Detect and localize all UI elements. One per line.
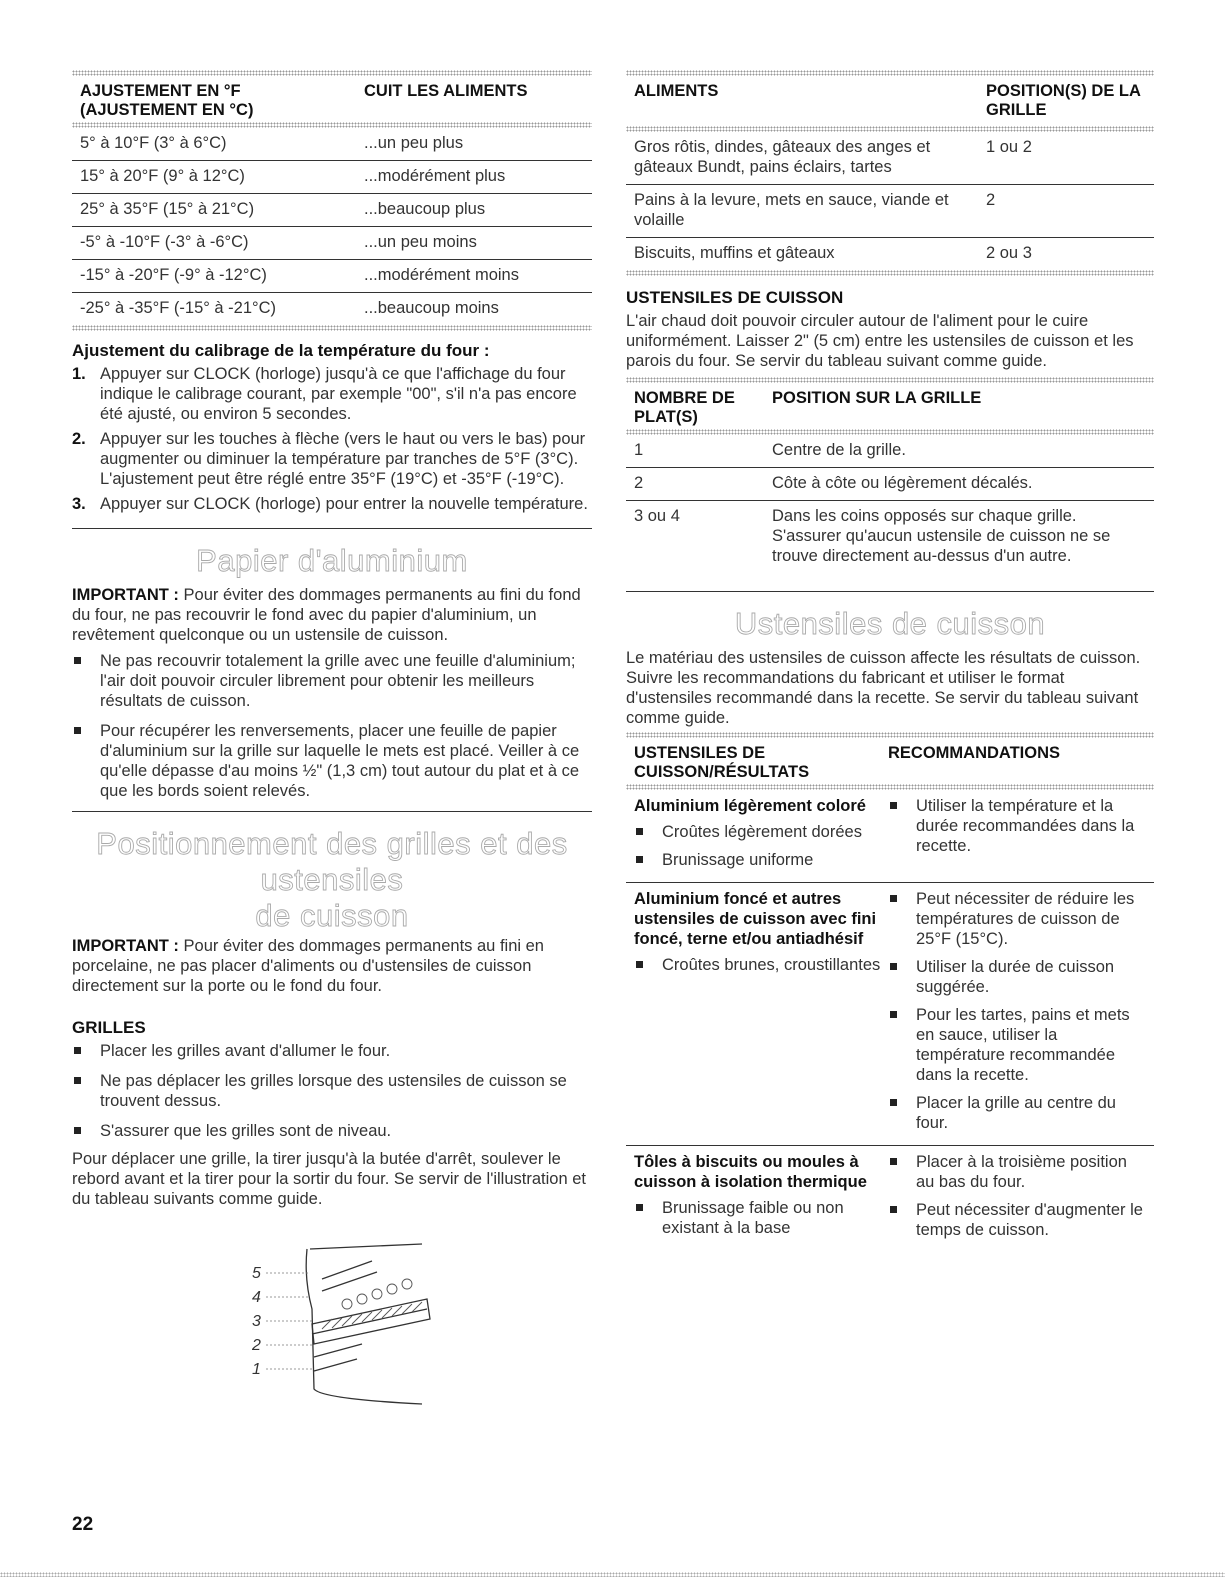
calibration-title: Ajustement du calibrage de la température du four : [72,341,490,360]
section-divider [626,591,1154,592]
positioning-section-title [72,826,592,934]
step-text: Appuyer sur CLOCK (horloge) pour entrer la nouvelle température. [100,495,588,513]
cookware-cell [634,1152,888,1248]
table-row [626,883,1154,1146]
bullet-text: Ne pas recouvrir totalement la grille avec une feuille d'aluminium; l'air doit pouvoir circuler librement pour obtenir les meilleurs résultats de cuisson. [100,652,576,710]
dotted-rule [72,325,592,331]
calibration-steps [72,364,592,514]
table-row [626,185,1154,238]
oven-top-line [310,1244,422,1249]
step-text: Appuyer sur les touches à flèche (vers le haut ou vers le bas) pour augmenter ou diminuer la température par tranches de 5°F (3°C). L'ajustement peut être réglé entre 35°F (19°C) et -35°F (-19°C). [100,430,586,488]
table-row [72,227,592,260]
section-divider [72,528,592,529]
cell: ...modérément moins [364,266,519,284]
list-item [72,364,592,424]
cell: 2 [986,191,996,209]
header-rack-position: POSITION(S) DE LA GRILLE [986,82,1141,119]
bullet-text: Utiliser la température et la durée recommandées dans la recette. [916,797,1135,855]
oven-rack-drawing [252,1239,482,1414]
cookware-type: Aluminium foncé et autres ustensiles de cuisson avec fini foncé, terne et/ou antiadhésif [634,890,877,948]
rack-label: 4 [252,1289,261,1306]
cookware-cell [634,889,888,1141]
list-item [72,651,592,711]
foil-bullets [72,651,592,801]
list-item [72,721,592,801]
list-item [72,494,592,514]
results-list [634,955,888,975]
recommendations-cell [888,796,1146,878]
cookware-type: Tôles à biscuits ou moules à cuisson à isolation thermique [634,1153,867,1191]
rack-coil [402,1279,412,1289]
list-item [634,955,888,975]
important-label: IMPORTANT : [72,586,179,604]
cell: 3 ou 4 [634,507,680,525]
cell: -5° à -10°F (-3° à -6°C) [80,233,249,251]
cell: -25° à -35°F (-15° à -21°C) [80,299,277,317]
grilles-bullets [72,1041,592,1141]
important-text: Pour éviter des dommages permanents au fini du fond du four, ne pas recouvrir le fond avec du papier d'aluminium, un revêtement quelconque ou un ustensile de cuisson. [72,586,581,644]
rack-coil [372,1289,382,1299]
bullet-icon [634,955,662,975]
bullet-text: Croûtes brunes, croustillantes [662,956,881,974]
cookware-cell [634,796,888,878]
list-item [888,796,1146,856]
header-cooks: CUIT LES ALIMENTS [364,82,528,100]
table-row [626,435,1154,468]
bullet-text: Placer à la troisième position au bas du four. [916,1153,1127,1191]
title-line: de cuisson [255,898,409,933]
list-item [72,1041,592,1061]
rack-coil [357,1294,367,1304]
cell: ...un peu moins [364,233,477,251]
rack-label: 2 [252,1337,261,1354]
step-number: 3. [72,495,86,513]
table-row [72,194,592,227]
list-item [888,889,1146,949]
cell: 15° à 20°F (9° à 12°C) [80,167,245,185]
rack-rail [322,1261,377,1291]
recommendations-cell [888,1152,1146,1248]
foil-important [72,585,592,645]
section-divider [72,811,592,812]
bullet-icon [888,1093,916,1133]
step-number: 2. [72,430,86,448]
bullet-text: Placer les grilles avant d'allumer le four. [100,1042,391,1060]
pan-count-table [626,435,1154,573]
cell: -15° à -20°F (-9° à -12°C) [80,266,267,284]
list-item [72,1121,592,1141]
header-adjust: AJUSTEMENT EN °F (AJUSTEMENT EN °C) [80,82,254,119]
table-row [626,790,1154,883]
bullet-icon [888,957,916,997]
bullet-text: Peut nécessiter d'augmenter le temps de cuisson. [916,1201,1143,1239]
bullet-text: Peut nécessiter de réduire les températures de cuisson de 25°F (15°C). [916,890,1135,948]
ustensiles-text: L'air chaud doit pouvoir circuler autour de l'aliment pour le cuire uniformément. Laisser 2" (5 cm) entre les ustensiles de cuisson et les parois du four. Se servir du tableau suivant comme guide. [626,312,1134,370]
right-column [626,70,1154,1252]
dotted-rule [0,1572,1225,1577]
bullet-icon [72,1041,100,1061]
bullet-text: Pour récupérer les renversements, placer une feuille de papier d'aluminium sur la grille sur laquelle le mets est placé. Veiller à ce qu'elle dépasse d'au moins ½" (1,3 cm) tout autour du plat et à ce que les bords soient relevés. [100,722,580,800]
step-text: Appuyer sur CLOCK (horloge) jusqu'à ce que l'affichage du four indique le calibrage courant, par exemple "00", s'il n'a pas encore été ajusté, ou environ 5 secondes. [100,365,577,423]
grilles-title: GRILLES [72,1018,146,1037]
title-line: Positionnement des grilles et des ustensiles [96,826,568,897]
list-item [888,1152,1146,1192]
positioning-important [72,936,592,996]
cell: 1 [634,441,644,459]
results-list [634,822,888,870]
list-item [888,1200,1146,1240]
temp-adjust-table [72,128,592,325]
bullet-icon [72,651,100,711]
table-row [72,260,592,293]
table-row [72,128,592,161]
bullet-text: Brunissage faible ou non existant à la base [662,1199,844,1237]
cell: Dans les coins opposés sur chaque grille. S'assurer qu'aucun ustensile de cuisson ne se trouve directement au-dessus d'un autre. [772,507,1111,565]
bullet-icon [634,850,662,870]
food-rack-table [626,132,1154,270]
bullet-icon [888,1005,916,1085]
bullet-icon [72,1121,100,1141]
header-pan-count: NOMBRE DE PLAT(S) [634,389,735,426]
bullet-text: Ne pas déplacer les grilles lorsque des ustensiles de cuisson se trouvent dessus. [100,1072,567,1110]
pan-count-table-header [626,383,1154,429]
bullet-icon [888,1152,916,1192]
rack-label: 1 [252,1361,261,1378]
rack-wires [322,1302,422,1329]
bullet-icon [888,796,916,856]
oven-wall-line [306,1249,422,1404]
bullet-text: Placer la grille au centre du four. [916,1094,1116,1132]
cell: Centre de la grille. [772,441,906,459]
recommendations-cell [888,889,1146,1141]
cookware-type: Aluminium légèrement coloré [634,797,866,815]
rack-rail [314,1344,362,1371]
cell: Biscuits, muffins et gâteaux [634,244,835,262]
cell: ...modérément plus [364,167,506,185]
results-list [634,1198,888,1238]
cell: 5° à 10°F (3° à 6°C) [80,134,227,152]
cell: 25° à 35°F (15° à 21°C) [80,200,255,218]
cell: 2 [634,474,644,492]
important-text: Pour éviter des dommages permanents au fini en porcelaine, ne pas placer d'aliments ou d'ustensiles de cuisson directement sur la porte ou le fond du four. [72,937,544,995]
list-item [72,1071,592,1111]
table-row [72,293,592,325]
cell: Côte à côte ou légèrement décalés. [772,474,1033,492]
bullet-icon [72,721,100,801]
list-item [634,850,888,870]
rack-illustration [252,1239,482,1414]
list-item [634,822,888,842]
cell: 2 ou 3 [986,244,1032,262]
foil-section-title: Papier d'aluminium [196,543,468,578]
table-row [626,501,1154,573]
bullet-text: Croûtes légèrement dorées [662,823,862,841]
bullet-text: Brunissage uniforme [662,851,814,869]
header-rack-placement: POSITION SUR LA GRILLE [772,389,982,407]
list-item [888,957,1146,997]
table-row [626,468,1154,501]
step-number: 1. [72,365,86,383]
grilles-text: Pour déplacer une grille, la tirer jusqu'à la butée d'arrêt, soulever le rebord avant et la tirer pour la sortir du four. Se servir de l'illustration et du tableau suivants comme guide. [72,1150,586,1208]
left-column [72,70,592,1414]
table-row [626,1146,1154,1252]
header-cookware-results: USTENSILES DE CUISSON/RÉSULTATS [634,744,810,781]
rack-coil [342,1299,352,1309]
rack-label: 3 [252,1313,261,1330]
food-rack-table-header [626,76,1154,122]
cookware-section-title: Ustensiles de cuisson [734,606,1046,641]
table-row [626,132,1154,185]
cell: ...beaucoup plus [364,200,486,218]
list-item [888,1093,1146,1133]
list-item [888,1005,1146,1085]
bullet-icon [888,1200,916,1240]
cookware-text: Le matériau des ustensiles de cuisson affecte les résultats de cuisson. Suivre les recommandations du fabricant et utiliser le format d'ustensiles recommandé dans la recette. Se servir du tableau suivant comme guide. [626,649,1141,727]
bullet-text: Pour les tartes, pains et mets en sauce, utiliser la température recommandée dans la recette. [916,1006,1130,1084]
table-row [72,161,592,194]
rack-label: 5 [252,1265,261,1282]
cell: Gros rôtis, dindes, gâteaux des anges et gâteaux Bundt, pains éclairs, tartes [634,138,931,176]
cell: Pains à la levure, mets en sauce, viande et volaille [634,191,949,229]
bullet-icon [72,1071,100,1111]
ustensiles-title: USTENSILES DE CUISSON [626,288,844,307]
page-number: 22 [72,1514,94,1535]
recs-list [888,1152,1146,1240]
bullet-icon [634,1198,662,1238]
cell: ...beaucoup moins [364,299,499,317]
important-label: IMPORTANT : [72,937,179,955]
dotted-rule [626,270,1154,276]
cookware-table-header [626,738,1154,784]
header-recommendations: RECOMMANDATIONS [888,744,1061,762]
rack-coil [387,1284,397,1294]
list-item [72,429,592,489]
bullet-text: S'assurer que les grilles sont de niveau. [100,1122,392,1140]
bullet-icon [888,889,916,949]
recs-list [888,889,1146,1133]
table-row [626,238,1154,270]
recs-list [888,796,1146,856]
list-item [634,1198,888,1238]
cell: 1 ou 2 [986,138,1032,156]
bullet-icon [634,822,662,842]
bullet-text: Utiliser la durée de cuisson suggérée. [916,958,1115,996]
header-foods: ALIMENTS [634,82,719,100]
cookware-table [626,790,1154,1252]
temp-adjust-table-header [72,76,592,122]
cell: ...un peu plus [364,134,464,152]
